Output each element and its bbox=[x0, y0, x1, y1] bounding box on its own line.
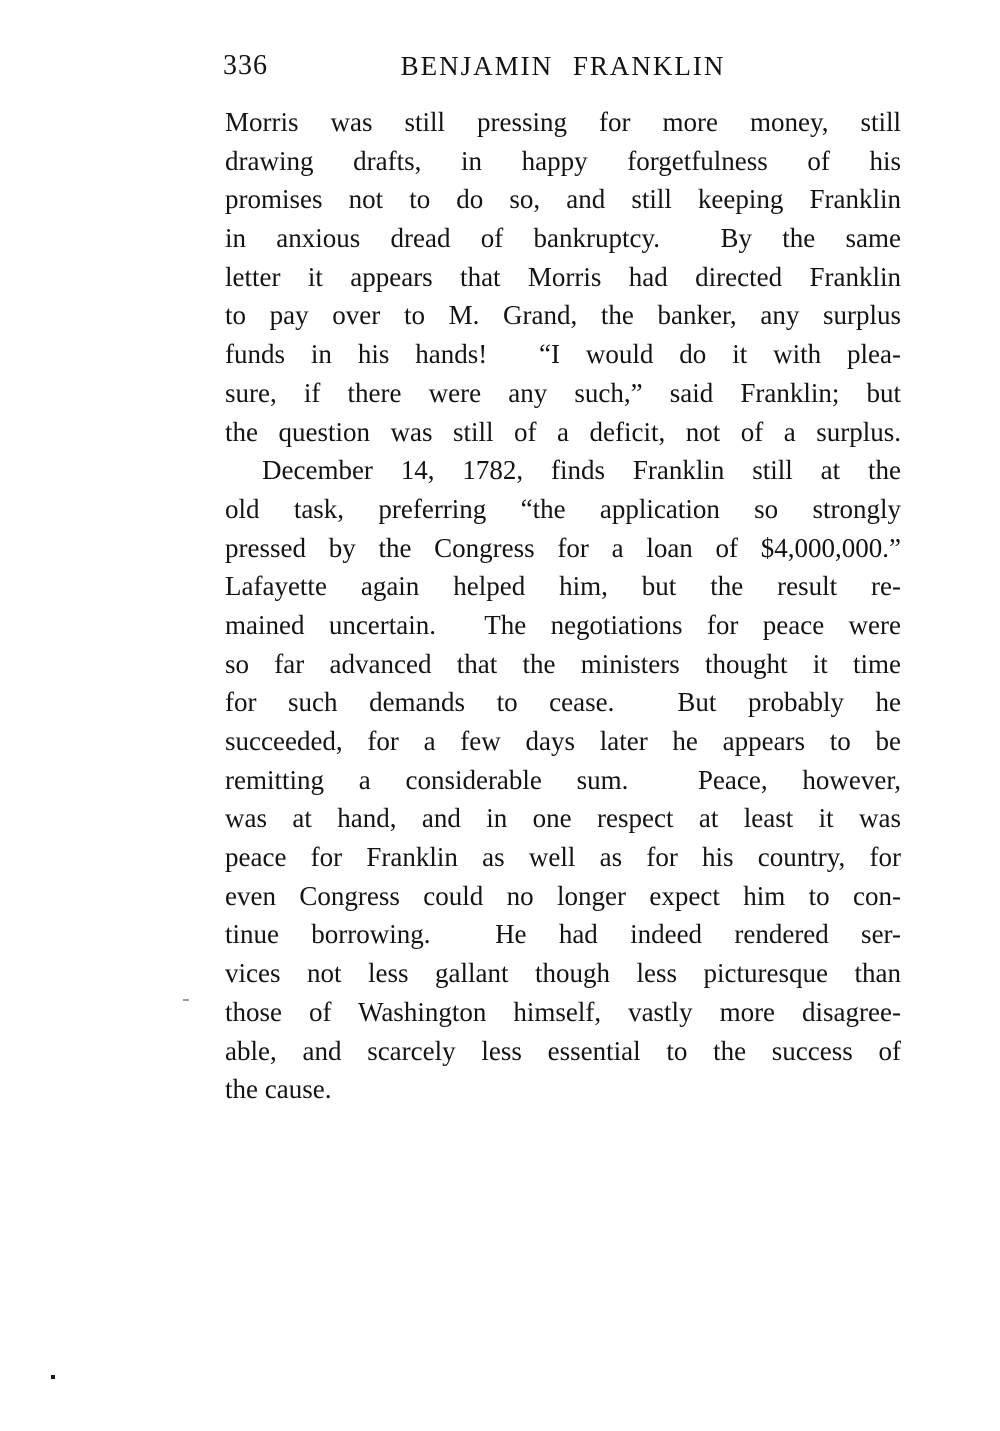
text-line: old task, preferring “the application so strongly bbox=[225, 493, 901, 524]
text-line: funds in his hands! “I would do it with plea- bbox=[225, 339, 901, 370]
text-line: so far advanced that the ministers thought it time bbox=[225, 648, 901, 679]
text-line: vices not less gallant though less picturesque than bbox=[225, 958, 901, 989]
text-line: in anxious dread of bankruptcy. By the same bbox=[225, 223, 901, 254]
text-line: for such demands to cease. But probably he bbox=[225, 687, 901, 718]
text-line: succeeded, for a few days later he appears to be bbox=[225, 726, 901, 756]
text-line: the cause. bbox=[225, 1074, 332, 1105]
page-header bbox=[225, 52, 901, 82]
text-line: Morris was still pressing for more money, still bbox=[225, 107, 901, 137]
text-line: pressed by the Congress for a loan of $4,000,000.” bbox=[225, 532, 901, 563]
text-line: promises not to do so, and still keeping Franklin bbox=[225, 184, 901, 215]
text-line: was at hand, and in one respect at least it was bbox=[225, 803, 901, 834]
text-line: even Congress could no longer expect him to con- bbox=[225, 880, 901, 911]
text-line: tinue borrowing. He had indeed rendered ser- bbox=[225, 919, 901, 950]
text-line: drawing drafts, in happy forgetfulness of his bbox=[225, 145, 901, 176]
text-line: those of Washington himself, vastly more disagree- bbox=[225, 996, 901, 1027]
text-line: mained uncertain. The negotiations for peace were bbox=[225, 609, 901, 640]
text-line: December 14, 1782, finds Franklin still at the bbox=[262, 455, 901, 486]
scan-speck-dash bbox=[183, 999, 189, 1001]
running-title: BENJAMIN FRANKLIN bbox=[400, 51, 726, 81]
scan-speck-dot bbox=[51, 1375, 55, 1379]
page-number: 336 bbox=[223, 50, 268, 81]
text-line: sure, if there were any such,” said Franklin; but bbox=[225, 377, 901, 408]
text-line: to pay over to M. Grand, the banker, any surplus bbox=[225, 300, 901, 331]
text-line: Lafayette again helped him, but the result re- bbox=[225, 571, 901, 602]
text-line: peace for Franklin as well as for his country, for bbox=[225, 842, 901, 873]
body-text bbox=[225, 103, 901, 1109]
text-line: able, and scarcely less essential to the success of bbox=[225, 1035, 901, 1066]
paragraph bbox=[225, 103, 901, 451]
text-line: remitting a considerable sum. Peace, however, bbox=[225, 764, 901, 795]
paragraph bbox=[225, 451, 901, 1109]
text-line: the question was still of a deficit, not of a surplus. bbox=[225, 416, 901, 447]
text-line: letter it appears that Morris had directed Franklin bbox=[225, 261, 901, 292]
